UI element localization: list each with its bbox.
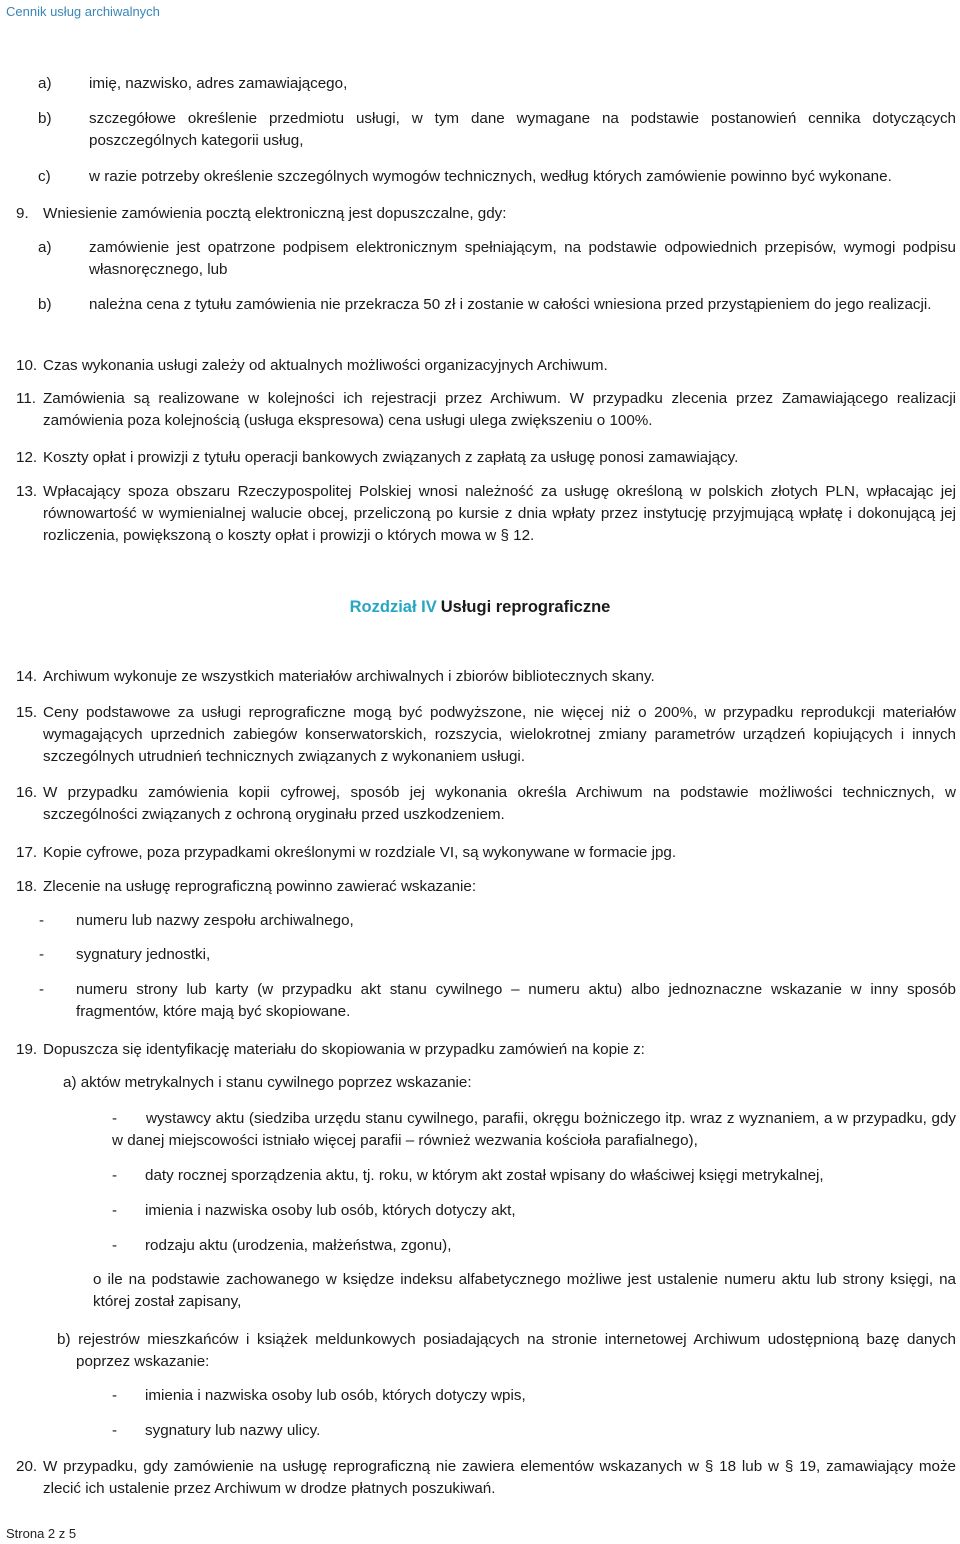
list-marker: - [39, 946, 45, 963]
list-item: imię, nazwisko, adres zamawiającego, [89, 75, 348, 92]
paragraph-number: 10. [16, 357, 38, 374]
list-marker: - [112, 1202, 118, 1219]
paragraph-15: Ceny podstawowe za usługi reprograficzne mogą być podwyższone, nie więcej niż o 200%, w przypadku reprodukcji materiałów wymagających uprzednich zabiegów konserwatorskich, rozszycia, wielokrotnej zmiany parametrów urządzeń kopiujących i innych szczególnych utrudnień technicznych związanych z wykonaniem usługi. [43, 704, 956, 765]
list-item: daty rocznej sporządzenia aktu, tj. roku, w którym akt został wpisany do właściwej księgi metrykalnej, [145, 1167, 824, 1184]
paragraph-20: W przypadku, gdy zamówienie na usługę reprograficzną nie zawiera elementów wskazanych w § 18 lub w § 19, zamawiający może zlecić ich ustalenie przez Archiwum w drodze płatnych poszukiwań. [43, 1458, 956, 1497]
paragraph-number: 19. [16, 1041, 38, 1058]
list-marker: - [112, 1422, 118, 1439]
list-marker: c) [38, 168, 51, 185]
list-item: sygnatury jednostki, [76, 946, 211, 963]
sub-item-b: b) rejestrów mieszkańców i książek meldunkowych posiadających na stronie internetowej Archiwum udostępnioną bazę danych poprzez wskazanie: [57, 1331, 956, 1370]
paragraph-number: 11. [16, 390, 36, 407]
list-item: zamówienie jest opatrzone podpisem elektronicznym spełniającym, na podstawie odpowiednich przepisów, wymogi podpisu własnoręcznego, lub [89, 239, 956, 278]
paragraph-13: Wpłacający spoza obszaru Rzeczypospolitej Polskiej wnosi należność za usługę określoną w polskich złotych PLN, wpłacając jej równowartość w wymienialnej walucie obcej, przeliczoną po kursie z dnia wpłaty przez instytucję przyjmującą wpłatę i dokonującą jej rozliczenia, powiększoną o koszty opłat i prowizji o których mowa w § 12. [43, 483, 956, 544]
chapter-title: Usługi reprograficzne [440, 598, 611, 616]
list-item: w razie potrzeby określenie szczególnych wymogów technicznych, według których zamówienie powinno być wykonane. [89, 168, 892, 185]
paragraph-11: Zamówienia są realizowane w kolejności ich rejestracji przez Archiwum. W przypadku zlecenia przez Zamawiającego realizacji zamówienia poza kolejnością (usługa ekspresowa) cena usługi ulega zwiększeniu o 100%. [43, 390, 956, 429]
paragraph-10: Czas wykonania usługi zależy od aktualnych możliwości organizacyjnych Archiwum. [43, 357, 608, 374]
list-item: szczegółowe określenie przedmiotu usługi, w tym dane wymagane na podstawie postanowień cennika dotyczących poszczególnych kategorii usług, [89, 110, 956, 149]
paragraph-12: Koszty opłat i prowizji z tytułu operacji bankowych związanych z zapłatą za usługę ponosi zamawiający. [43, 449, 739, 466]
paragraph-17: Kopie cyfrowe, poza przypadkami określonymi w rozdziale VI, są wykonywane w formacie jpg. [43, 844, 677, 861]
list-marker: - [112, 1237, 118, 1254]
document-header: Cennik usług archiwalnych [6, 4, 160, 19]
list-item: imienia i nazwiska osoby lub osób, których dotyczy wpis, [145, 1387, 526, 1404]
paragraph-9: Wniesienie zamówienia pocztą elektroniczną jest dopuszczalne, gdy: [43, 205, 507, 222]
list-marker: a) [38, 239, 52, 256]
list-item: imienia i nazwiska osoby lub osób, których dotyczy akt, [145, 1202, 516, 1219]
chapter-label: Rozdział IV [349, 598, 437, 616]
list-marker: b) [38, 296, 52, 313]
list-item: należna cena z tytułu zamówienia nie przekracza 50 zł i zostanie w całości wniesiona przed przystąpieniem do jego realizacji. [89, 296, 932, 313]
list-item: numeru lub nazwy zespołu archiwalnego, [76, 912, 354, 929]
paragraph-number: 9. [16, 205, 29, 222]
paragraph-number: 16. [16, 784, 38, 801]
list-marker: a) [38, 75, 52, 92]
paragraph-16: W przypadku zamówienia kopii cyfrowej, sposób jej wykonania określa Archiwum na podstawie możliwości technicznych, w szczególności związanych z ochroną oryginału przed uszkodzeniem. [43, 784, 956, 823]
list-item: rodzaju aktu (urodzenia, małżeństwa, zgonu), [145, 1237, 452, 1254]
paragraph-number: 14. [16, 668, 38, 685]
paragraph-number: 15. [16, 704, 38, 721]
list-item: sygnatury lub nazwy ulicy. [145, 1422, 321, 1439]
list-marker: - [39, 981, 45, 998]
list-item: wystawcy aktu (siedziba urzędu stanu cywilnego, parafii, okręgu bożniczego itp. wraz z wyznaniem, a w przypadku, gdy w danej miejscowości istniało więcej parafii – również wezwania kościoła parafialnego), [112, 1110, 956, 1149]
page-footer: Strona 2 z 5 [6, 1526, 77, 1541]
paragraph-number: 18. [16, 878, 38, 895]
list-marker: - [112, 1387, 118, 1404]
list-marker: b) [38, 110, 52, 127]
paragraph-number: 20. [16, 1458, 38, 1475]
paragraph-number: 13. [16, 483, 38, 500]
paragraph-18: Zlecenie na usługę reprograficzną powinno zawierać wskazanie: [43, 878, 477, 895]
paragraph-number: 12. [16, 449, 38, 466]
chapter-heading [0, 596, 960, 618]
list-item: numeru strony lub karty (w przypadku akt stanu cywilnego – numeru aktu) albo jednoznaczne wskazanie w inny sposób fragmentów, które mają być skopiowane. [76, 981, 956, 1020]
paragraph-number: 17. [16, 844, 38, 861]
list-marker: - [112, 1110, 118, 1127]
paragraph-14: Archiwum wykonuje ze wszystkich materiałów archiwalnych i zbiorów bibliotecznych skany. [43, 668, 655, 685]
list-marker: - [112, 1167, 118, 1184]
paragraph-19: Dopuszcza się identyfikację materiału do skopiowania w przypadku zamówień na kopie z: [43, 1041, 645, 1058]
sub-item-a-note: o ile na podstawie zachowanego w księdze indeksu alfabetycznego możliwe jest ustalenie numeru aktu lub strony księgi, na której został zapisany, [93, 1271, 956, 1310]
sub-item-a: a) aktów metrykalnych i stanu cywilnego poprzez wskazanie: [63, 1074, 472, 1091]
list-marker: - [39, 912, 45, 929]
